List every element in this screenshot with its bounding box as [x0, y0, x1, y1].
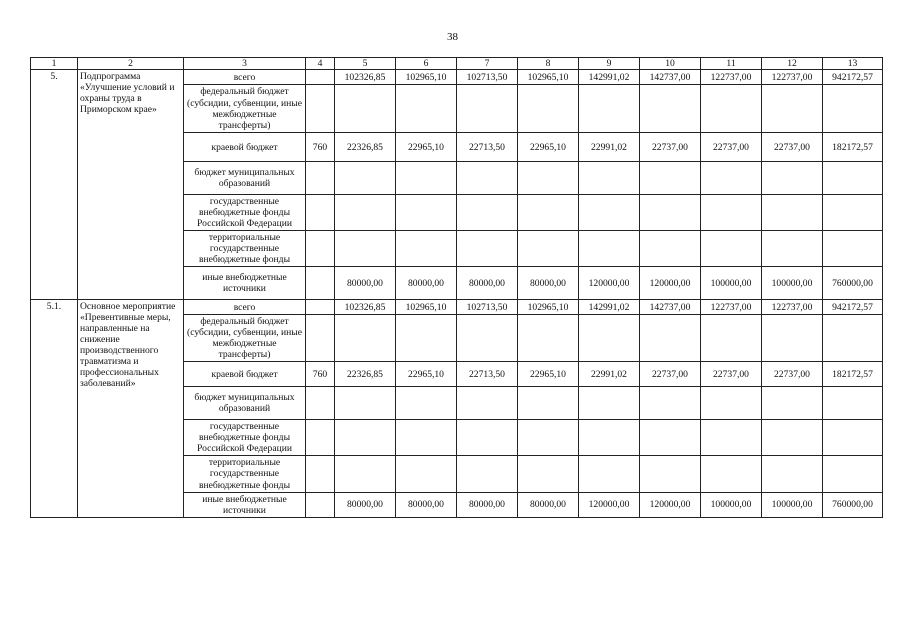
column-header: 5 — [335, 58, 396, 70]
year-value — [640, 387, 701, 420]
column-header: 13 — [823, 58, 883, 70]
year-value: 100000,00 — [762, 492, 823, 517]
year-value: 120000,00 — [640, 267, 701, 300]
year-value: 22737,00 — [701, 362, 762, 387]
budget-code — [306, 300, 335, 315]
year-value — [396, 162, 457, 195]
total-value — [823, 315, 883, 362]
column-header: 9 — [579, 58, 640, 70]
total-value: 760000,00 — [823, 267, 883, 300]
column-header: 8 — [518, 58, 579, 70]
year-value — [701, 195, 762, 231]
year-value — [640, 162, 701, 195]
total-value — [823, 387, 883, 420]
budget-code — [306, 315, 335, 362]
total-value — [823, 231, 883, 267]
funding-source: иные внебюджетные источники — [184, 267, 306, 300]
column-header: 4 — [306, 58, 335, 70]
year-value: 102965,10 — [396, 70, 457, 85]
budget-code: 760 — [306, 362, 335, 387]
year-value — [701, 162, 762, 195]
page-number: 38 — [447, 31, 458, 43]
year-value — [640, 420, 701, 456]
funding-source: иные внебюджетные источники — [184, 492, 306, 517]
year-value — [762, 85, 823, 133]
year-value — [518, 387, 579, 420]
year-value — [396, 85, 457, 133]
total-value: 942172,57 — [823, 70, 883, 85]
funding-source: территориальные государственные внебюджетные фонды — [184, 456, 306, 492]
budget-code — [306, 85, 335, 133]
year-value: 22713,50 — [457, 133, 518, 162]
year-value — [640, 85, 701, 133]
year-value: 122737,00 — [701, 70, 762, 85]
year-value: 142737,00 — [640, 70, 701, 85]
budget-code: 760 — [306, 133, 335, 162]
year-value — [640, 195, 701, 231]
budget-code — [306, 456, 335, 492]
year-value: 80000,00 — [457, 267, 518, 300]
section-index: 5.1. — [31, 300, 78, 517]
year-value: 22737,00 — [701, 133, 762, 162]
year-value: 80000,00 — [457, 492, 518, 517]
year-value — [335, 162, 396, 195]
total-value — [823, 456, 883, 492]
year-value — [518, 162, 579, 195]
year-value: 102965,10 — [518, 70, 579, 85]
year-value — [396, 420, 457, 456]
year-value — [457, 315, 518, 362]
year-value — [335, 456, 396, 492]
total-value — [823, 162, 883, 195]
year-value — [335, 85, 396, 133]
year-value: 142991,02 — [579, 70, 640, 85]
year-value — [396, 387, 457, 420]
section-name: Основное мероприятие «Превентивные меры, направленные на снижение производственного травматизма и профессиональных заболеваний» — [78, 300, 184, 517]
funding-source: бюджет муниципальных образований — [184, 162, 306, 195]
year-value — [762, 162, 823, 195]
total-value: 182172,57 — [823, 362, 883, 387]
year-value: 22713,50 — [457, 362, 518, 387]
year-value — [335, 420, 396, 456]
year-value — [457, 420, 518, 456]
year-value: 120000,00 — [579, 267, 640, 300]
year-value — [335, 195, 396, 231]
year-value: 22965,10 — [396, 362, 457, 387]
funding-source: краевой бюджет — [184, 133, 306, 162]
funding-source: всего — [184, 300, 306, 315]
year-value: 22965,10 — [518, 362, 579, 387]
year-value — [579, 315, 640, 362]
year-value — [457, 387, 518, 420]
column-header: 6 — [396, 58, 457, 70]
year-value — [701, 85, 762, 133]
column-header: 10 — [640, 58, 701, 70]
year-value — [518, 420, 579, 456]
year-value: 100000,00 — [701, 267, 762, 300]
year-value: 22991,02 — [579, 362, 640, 387]
total-value: 182172,57 — [823, 133, 883, 162]
year-value — [579, 231, 640, 267]
year-value — [335, 315, 396, 362]
year-value — [640, 231, 701, 267]
year-value — [457, 195, 518, 231]
year-value: 80000,00 — [335, 492, 396, 517]
year-value: 142737,00 — [640, 300, 701, 315]
column-header: 12 — [762, 58, 823, 70]
year-value: 122737,00 — [701, 300, 762, 315]
year-value: 102326,85 — [335, 300, 396, 315]
year-value: 80000,00 — [396, 267, 457, 300]
year-value: 80000,00 — [518, 267, 579, 300]
year-value: 22991,02 — [579, 133, 640, 162]
year-value: 102326,85 — [335, 70, 396, 85]
budget-code — [306, 70, 335, 85]
year-value — [335, 387, 396, 420]
budget-table — [30, 57, 883, 518]
funding-source: бюджет муниципальных образований — [184, 387, 306, 420]
year-value: 80000,00 — [396, 492, 457, 517]
year-value: 80000,00 — [335, 267, 396, 300]
year-value — [701, 420, 762, 456]
funding-source: всего — [184, 70, 306, 85]
funding-source: государственные внебюджетные фонды Российской Федерации — [184, 420, 306, 456]
year-value: 22326,85 — [335, 362, 396, 387]
year-value — [518, 315, 579, 362]
year-value — [579, 420, 640, 456]
funding-source: федеральный бюджет (субсидии, субвенции, иные межбюджетные трансферты) — [184, 85, 306, 133]
funding-source: территориальные государственные внебюджетные фонды — [184, 231, 306, 267]
year-value — [701, 231, 762, 267]
year-value: 142991,02 — [579, 300, 640, 315]
year-value: 120000,00 — [640, 492, 701, 517]
year-value — [640, 456, 701, 492]
year-value — [762, 315, 823, 362]
funding-source: федеральный бюджет (субсидии, субвенции, иные межбюджетные трансферты) — [184, 315, 306, 362]
year-value — [762, 195, 823, 231]
year-value: 22737,00 — [640, 362, 701, 387]
year-value: 102965,10 — [518, 300, 579, 315]
year-value: 22326,85 — [335, 133, 396, 162]
year-value: 22965,10 — [396, 133, 457, 162]
table-row — [31, 300, 883, 315]
year-value — [579, 456, 640, 492]
budget-code — [306, 420, 335, 456]
year-value: 100000,00 — [762, 267, 823, 300]
year-value — [457, 231, 518, 267]
year-value — [701, 315, 762, 362]
column-header: 1 — [31, 58, 78, 70]
budget-code — [306, 267, 335, 300]
budget-code — [306, 195, 335, 231]
year-value — [518, 231, 579, 267]
budget-code — [306, 231, 335, 267]
year-value — [518, 85, 579, 133]
year-value: 102713,50 — [457, 70, 518, 85]
year-value — [396, 195, 457, 231]
year-value: 120000,00 — [579, 492, 640, 517]
year-value: 22737,00 — [762, 362, 823, 387]
total-value — [823, 420, 883, 456]
year-value: 22965,10 — [518, 133, 579, 162]
total-value: 942172,57 — [823, 300, 883, 315]
year-value: 102965,10 — [396, 300, 457, 315]
year-value: 100000,00 — [701, 492, 762, 517]
section-name: Подпрограмма «Улучшение условий и охраны труда в Приморском крае» — [78, 70, 184, 300]
section-index: 5. — [31, 70, 78, 300]
column-header: 11 — [701, 58, 762, 70]
year-value — [762, 456, 823, 492]
year-value — [579, 387, 640, 420]
year-value: 80000,00 — [518, 492, 579, 517]
year-value — [579, 195, 640, 231]
funding-source: государственные внебюджетные фонды Российской Федерации — [184, 195, 306, 231]
year-value: 102713,50 — [457, 300, 518, 315]
year-value — [518, 456, 579, 492]
year-value: 122737,00 — [762, 70, 823, 85]
year-value — [640, 315, 701, 362]
total-value: 760000,00 — [823, 492, 883, 517]
year-value — [457, 85, 518, 133]
year-value — [457, 162, 518, 195]
year-value — [335, 231, 396, 267]
column-header-row — [31, 58, 883, 70]
year-value — [396, 456, 457, 492]
column-header: 3 — [184, 58, 306, 70]
year-value — [396, 315, 457, 362]
year-value: 122737,00 — [762, 300, 823, 315]
funding-source: краевой бюджет — [184, 362, 306, 387]
year-value: 22737,00 — [640, 133, 701, 162]
year-value — [701, 387, 762, 420]
budget-code — [306, 162, 335, 195]
total-value — [823, 195, 883, 231]
year-value: 22737,00 — [762, 133, 823, 162]
table-row — [31, 70, 883, 85]
year-value — [579, 162, 640, 195]
column-header: 2 — [78, 58, 184, 70]
budget-code — [306, 492, 335, 517]
total-value — [823, 85, 883, 133]
year-value — [701, 456, 762, 492]
year-value — [762, 420, 823, 456]
budget-code — [306, 387, 335, 420]
year-value — [762, 231, 823, 267]
year-value — [762, 387, 823, 420]
year-value — [396, 231, 457, 267]
year-value — [579, 85, 640, 133]
year-value — [457, 456, 518, 492]
column-header: 7 — [457, 58, 518, 70]
year-value — [518, 195, 579, 231]
